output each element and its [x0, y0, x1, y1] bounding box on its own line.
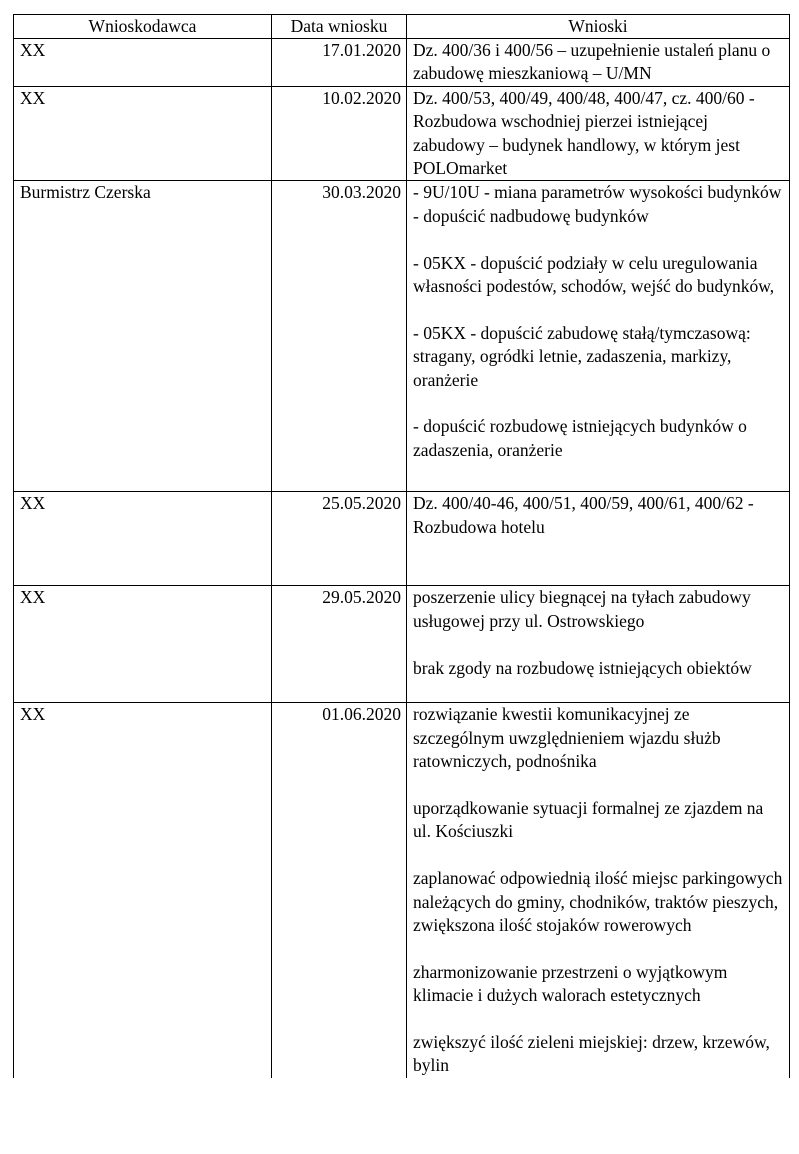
- request-item: - 05KX - dopuścić podziały w celu uregulowania własności podestów, schodów, wejść do budynków,: [413, 252, 775, 297]
- request-item: rozwiązanie kwestii komunikacyjnej ze szczególnym uwzględnieniem wjazdu służb ratowniczych, podnośnika: [413, 704, 721, 772]
- table-row: [14, 39, 790, 87]
- table-header: [14, 15, 790, 39]
- document-page: [13, 14, 789, 1078]
- date-cell: 30.03.2020: [272, 181, 407, 492]
- header-date: Data wniosku: [272, 15, 407, 39]
- date-cell: 01.06.2020: [272, 703, 407, 1078]
- request-item: zwiększyć ilość zieleni miejskiej: drzew, krzewów, bylin: [413, 1032, 770, 1076]
- request-item: uporządkowanie sytuacji formalnej ze zjazdem na ul. Kościuszki: [413, 798, 764, 842]
- requests-cell: [407, 586, 790, 703]
- requests-cell: [407, 86, 790, 181]
- header-row: [14, 15, 790, 39]
- header-applicant: Wnioskodawca: [14, 15, 272, 39]
- table-row: [14, 703, 790, 1078]
- table-row: [14, 492, 790, 586]
- table-row: [14, 586, 790, 703]
- request-item: - dopuścić rozbudowę istniejących budynków o zadaszenia, oranżerie: [413, 416, 747, 460]
- request-item: poszerzenie ulicy biegnącej na tyłach zabudowy usługowej przy ul. Ostrowskiego: [413, 587, 751, 631]
- applicant-cell: XX: [14, 39, 272, 87]
- requests-cell: [407, 492, 790, 586]
- requests-cell: [407, 39, 790, 87]
- request-item: - 9U/10U - miana parametrów wysokości budynków - dopuścić nadbudowę budynków: [413, 182, 782, 226]
- applicant-cell: XX: [14, 492, 272, 586]
- request-item: - 05KX - dopuścić zabudowę stałą/tymczasową: stragany, ogródki letnie, zadaszenia, markizy, oranżerie: [413, 322, 751, 390]
- header-requests: Wnioski: [407, 15, 790, 39]
- request-item: Dz. 400/40-46, 400/51, 400/59, 400/61, 400/62 - Rozbudowa hotelu: [413, 493, 754, 537]
- request-item: brak zgody na rozbudowę istniejących obiektów: [413, 657, 752, 678]
- request-item: zharmonizowanie przestrzeni o wyjątkowym klimacie i dużych walorach estetycznych: [413, 961, 728, 1006]
- applicant-cell: XX: [14, 586, 272, 703]
- request-item: Dz. 400/53, 400/49, 400/48, 400/47, cz. 400/60 - Rozbudowa wschodniej pierzei istniejącej zabudowy – budynek handlowy, w którym jest POLOmarket: [413, 87, 755, 179]
- date-cell: 17.01.2020: [272, 39, 407, 87]
- date-cell: 25.05.2020: [272, 492, 407, 586]
- table-body: [14, 39, 790, 1078]
- applications-table: [13, 14, 790, 1078]
- requests-cell: [407, 181, 790, 492]
- date-cell: 10.02.2020: [272, 86, 407, 181]
- applicant-cell: Burmistrz Czerska: [14, 181, 272, 492]
- date-cell: 29.05.2020: [272, 586, 407, 703]
- request-item: zaplanować odpowiednią ilość miejsc parkingowych należących do gminy, chodników, traktów pieszych, zwiększona ilość stojaków rowerowych: [413, 868, 783, 936]
- table-row: [14, 181, 790, 492]
- applicant-cell: XX: [14, 703, 272, 1078]
- applicant-cell: XX: [14, 86, 272, 181]
- requests-cell: [407, 703, 790, 1078]
- request-item: Dz. 400/36 i 400/56 – uzupełnienie ustaleń planu o zabudowę mieszkaniową – U/MN: [413, 40, 771, 84]
- table-row: [14, 86, 790, 181]
